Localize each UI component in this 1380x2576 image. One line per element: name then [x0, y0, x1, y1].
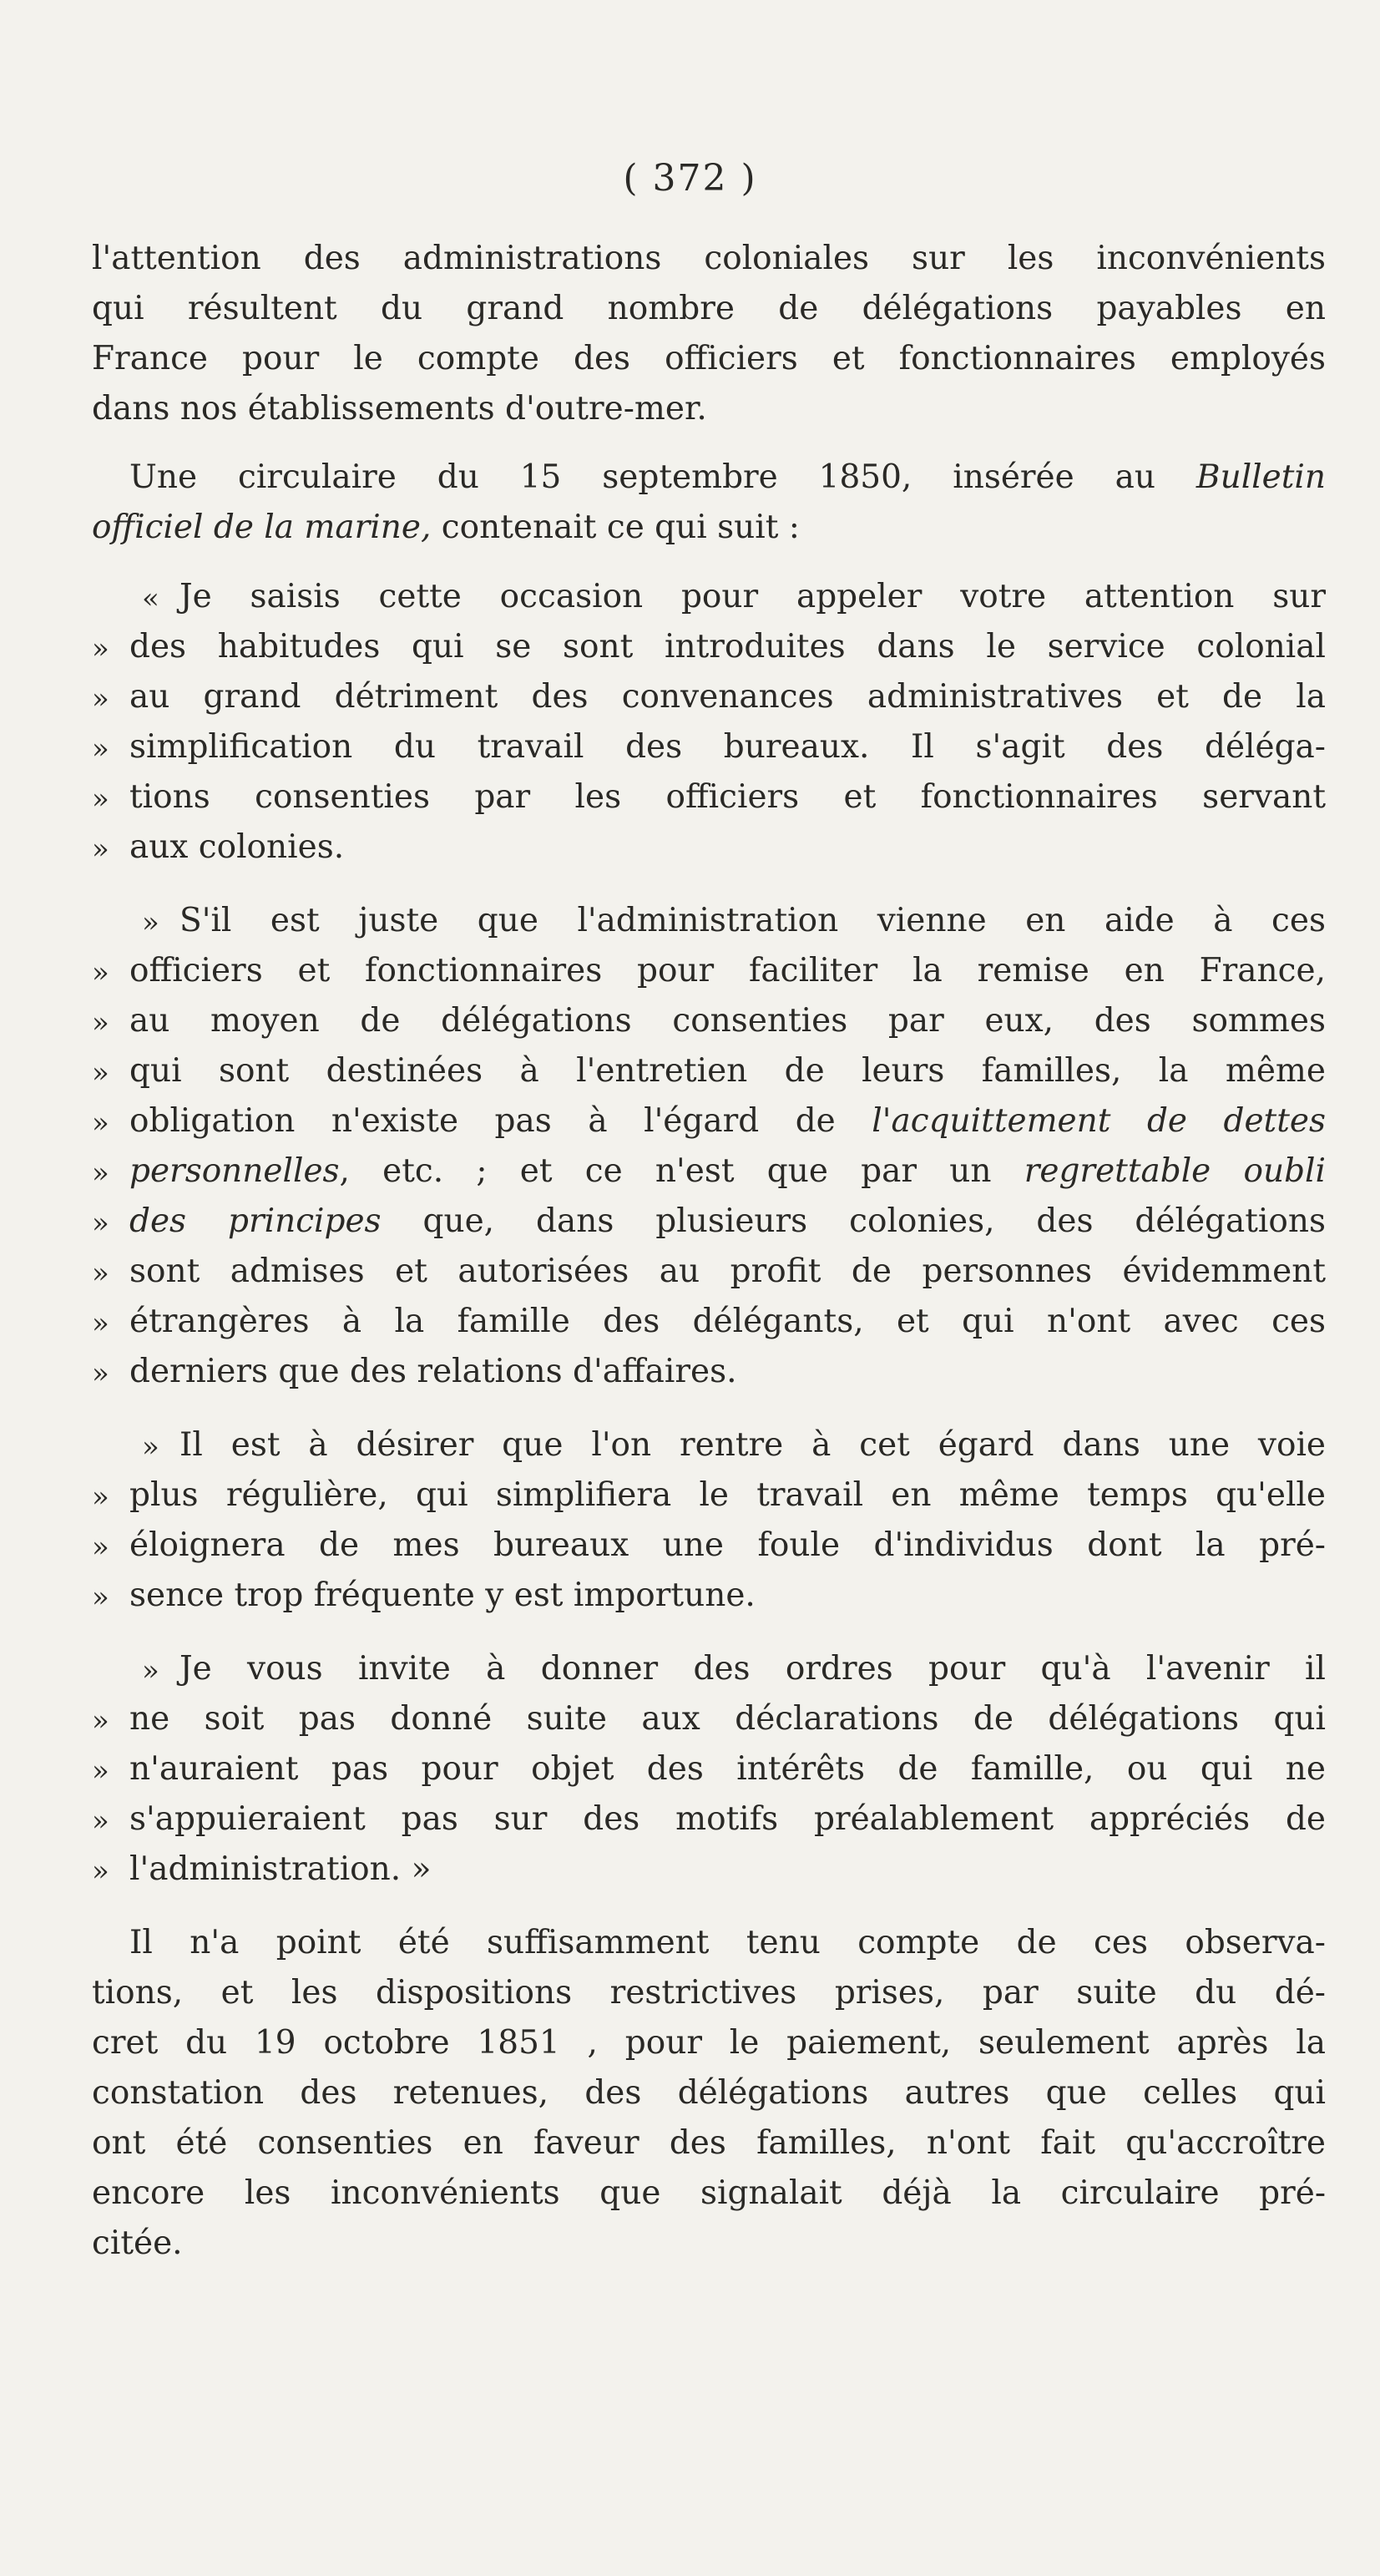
quote-mark: »: [142, 1430, 159, 1464]
text-line: s'appuieraient pas sur des motifs préalablement appréciés de: [129, 1800, 1326, 1838]
text-line: l'administration. »: [129, 1850, 432, 1888]
quote-mark: »: [92, 1581, 109, 1614]
text-line: Je vous invite à donner des ordres pour qu'à l'avenir il: [179, 1650, 1326, 1688]
page-number: ( 372 ): [623, 157, 757, 200]
quote-mark: »: [92, 833, 109, 866]
text-line: encore les inconvénients que signalait déjà la circulaire pré-: [92, 2174, 1326, 2212]
text-line: Il est à désirer que l'on rentre à cet égard dans une voie: [179, 1426, 1326, 1464]
text-line: cret du 19 octobre 1851 , pour le paiement, seulement après la: [92, 2024, 1326, 2062]
quote-mark: »: [92, 1106, 109, 1140]
quote-mark: »: [92, 1531, 109, 1564]
text-line: derniers que des relations d'affaires.: [129, 1353, 737, 1390]
text-line: l'attention des administrations coloniales sur les inconvénients: [92, 240, 1326, 277]
text-line: sont admises et autorisées au profit de personnes évidemment: [129, 1253, 1326, 1290]
quote-mark: »: [92, 956, 109, 989]
text-line: citée.: [92, 2224, 183, 2262]
quote-mark: »: [92, 732, 109, 766]
quote-mark: »: [92, 1855, 109, 1888]
quote-mark: »: [92, 1156, 109, 1190]
text-line: tions, et les dispositions restrictives prises, par suite du dé-: [92, 1974, 1326, 2012]
text-line: simplification du travail des bureaux. Il s'agit des déléga-: [129, 728, 1326, 766]
text-line: constation des retenues, des délégations autres que celles qui: [92, 2074, 1326, 2112]
text-line: sence trop fréquente y est importune.: [129, 1576, 756, 1614]
text-line: dans nos établissements d'outre-mer.: [92, 390, 707, 428]
quote-mark: »: [92, 1357, 109, 1390]
text-line: ont été consenties en faveur des familles, n'ont fait qu'accroître: [92, 2124, 1326, 2162]
quote-mark: »: [92, 1480, 109, 1514]
text-line: étrangères à la famille des délégants, et qui n'ont avec ces: [129, 1303, 1326, 1340]
text-line: Je saisis cette occasion pour appeler votre attention sur: [179, 578, 1326, 615]
text-line: au grand détriment des convenances administratives et de la: [129, 678, 1326, 716]
quote-mark: »: [92, 782, 109, 816]
text-line: des principes que, dans plusieurs colonies, des délégations: [129, 1202, 1326, 1240]
quote-mark: »: [92, 1307, 109, 1340]
text-line: personnelles, etc. ; et ce n'est que par un regrettable oubli: [129, 1152, 1327, 1190]
text-line: qui sont destinées à l'entretien de leurs familles, la même: [129, 1052, 1326, 1090]
text-line: Il n'a point été suffisamment tenu compte de ces observa-: [129, 1924, 1326, 1961]
text-line: aux colonies.: [129, 828, 345, 866]
text-line: au moyen de délégations consenties par eux, des sommes: [129, 1002, 1326, 1040]
quote-mark: »: [92, 1754, 109, 1788]
text-line: éloignera de mes bureaux une foule d'individus dont la pré-: [129, 1526, 1326, 1564]
quote-mark: »: [92, 1056, 109, 1090]
text-line: des habitudes qui se sont introduites dans le service colonial: [129, 628, 1326, 666]
text-line: S'il est juste que l'administration vienne en aide à ces: [179, 902, 1326, 939]
text-line: Une circulaire du 15 septembre 1850, insérée au Bulletin: [129, 458, 1326, 496]
text-line: tions consenties par les officiers et fonctionnaires servant: [129, 778, 1326, 816]
text-line: France pour le compte des officiers et fonctionnaires employés: [92, 340, 1326, 377]
quote-mark: »: [92, 1257, 109, 1290]
quote-mark: »: [92, 1704, 109, 1738]
quote-mark: »: [92, 1006, 109, 1040]
quote-mark: »: [92, 1207, 109, 1240]
quote-mark: »: [142, 906, 159, 939]
text-line: obligation n'existe pas à l'égard de l'acquittement de dettes: [129, 1102, 1326, 1140]
text-line: officiers et fonctionnaires pour faciliter la remise en France,: [129, 952, 1326, 989]
quote-mark: »: [92, 1804, 109, 1838]
quote-mark: »: [92, 632, 109, 666]
text-line: ne soit pas donné suite aux déclarations de délégations qui: [129, 1700, 1326, 1738]
text-line: n'auraient pas pour objet des intérêts de famille, ou qui ne: [129, 1750, 1326, 1788]
quote-mark: «: [142, 582, 159, 615]
quote-mark: »: [142, 1654, 159, 1688]
quote-mark: »: [92, 682, 109, 716]
text-line: qui résultent du grand nombre de délégations payables en: [92, 290, 1326, 327]
text-line: plus régulière, qui simplifiera le travail en même temps qu'elle: [129, 1476, 1326, 1514]
text-line: officiel de la marine, contenait ce qui suit :: [92, 509, 800, 546]
